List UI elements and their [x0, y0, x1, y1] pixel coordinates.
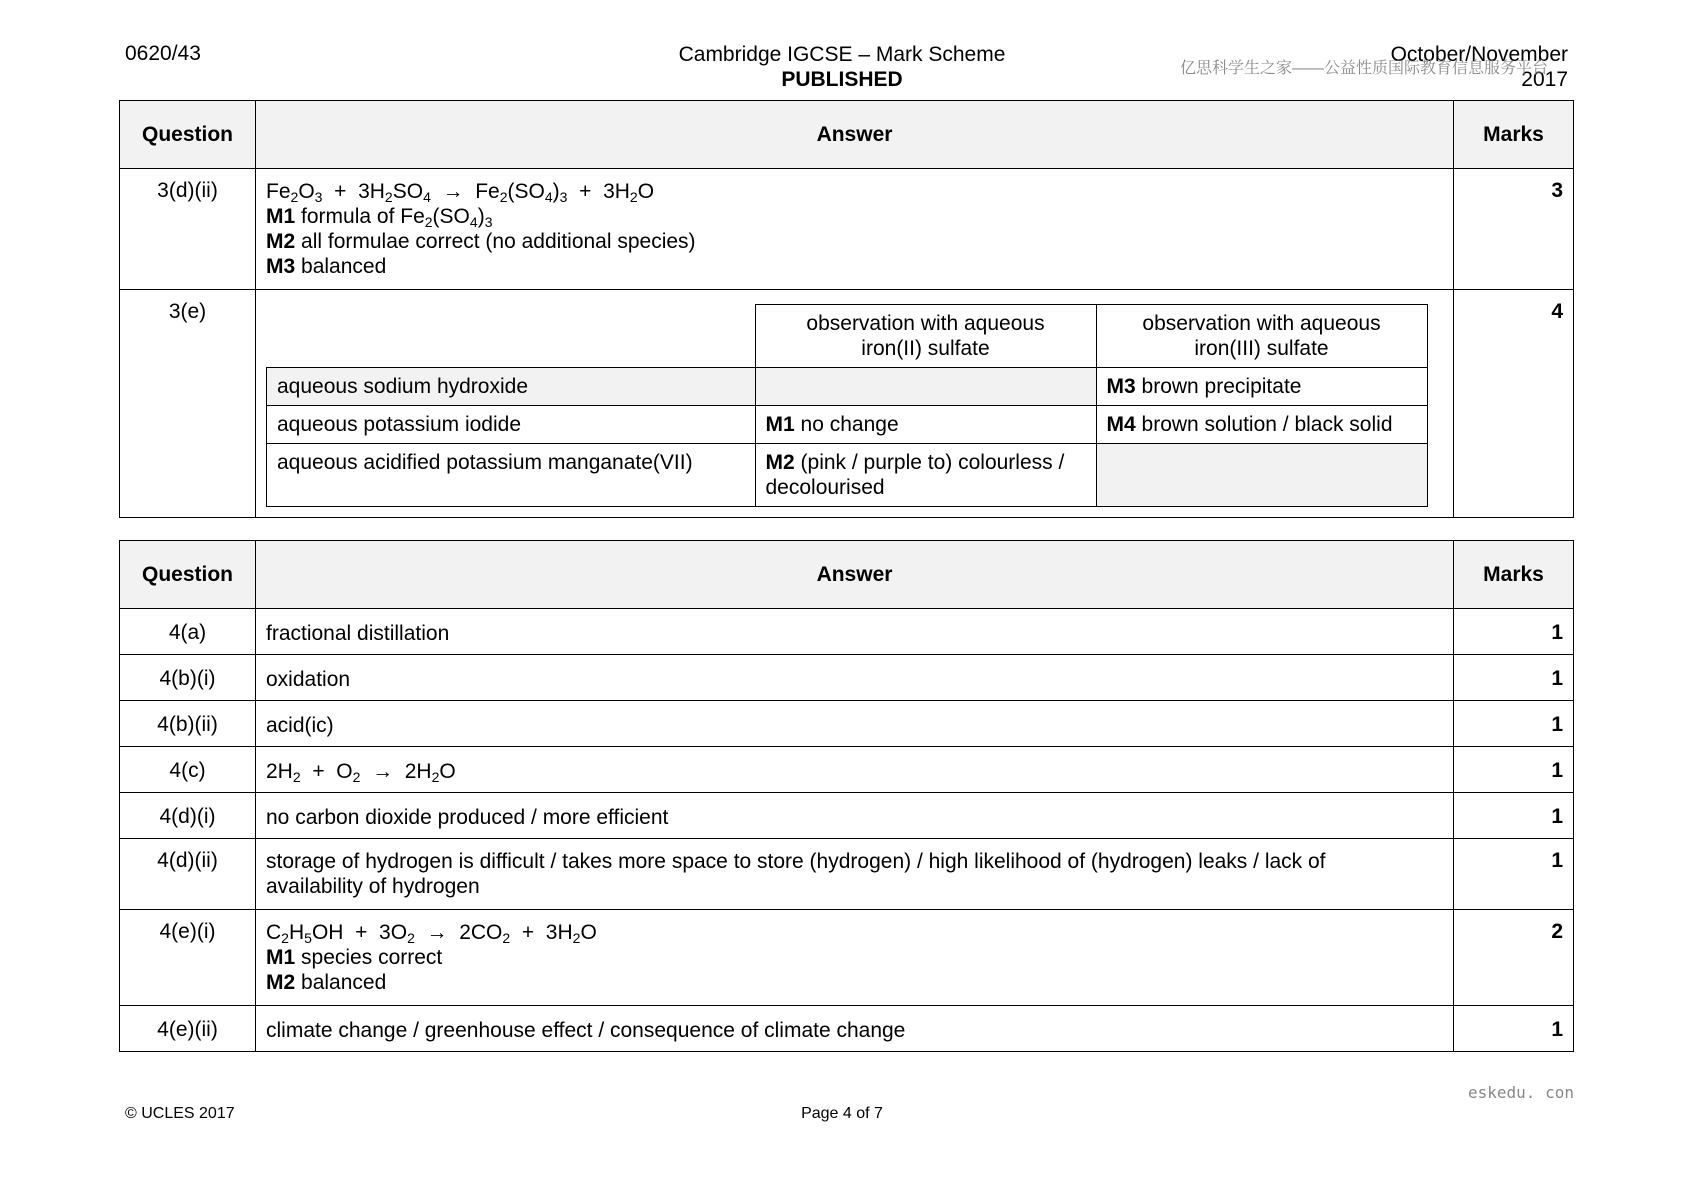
marks-cell: 1 — [1454, 747, 1574, 793]
equation: $2H_2 + O_2 \to 2H_2O$ — [266, 760, 456, 785]
question-cell: 4(e)(i) — [120, 910, 256, 1006]
observation-table — [266, 304, 1428, 507]
table-row — [120, 839, 1574, 910]
table-row — [120, 910, 1574, 1006]
year-text: 2017 — [1521, 68, 1568, 91]
title-text: Cambridge IGCSE – Mark Scheme — [678, 43, 1006, 66]
marks-header: Marks — [1454, 101, 1574, 169]
iron-ii-cell: M2 (pink / purple to) colourless / decolourised — [755, 444, 1096, 507]
answer-cell — [256, 910, 1454, 1006]
iron-ii-header: observation with aqueous iron(II) sulfate — [755, 305, 1096, 368]
iron-iii-cell: M4 brown solution / black solid — [1096, 406, 1427, 444]
answer-cell — [256, 169, 1454, 290]
marks-cell: 1 — [1454, 1006, 1574, 1052]
question-header: Question — [120, 541, 256, 609]
iron-ii-cell: M1 no change — [755, 406, 1096, 444]
question-cell: 3(d)(ii) — [120, 169, 256, 290]
equation: $Fe_2O_3 + 3H_2SO_4 \to Fe_2(SO_4)_3 + 3H_2O$ — [266, 180, 655, 205]
answer-cell: fractional distillation — [256, 609, 1454, 655]
table-row — [120, 169, 1574, 290]
question-cell: 3(e) — [120, 290, 256, 518]
marks-cell: 1 — [1454, 701, 1574, 747]
answer-cell: storage of hydrogen is difficult / takes more space to store (hydrogen) / high likelihood of (hydrogen) leaks / lack of availability of hydrogen — [256, 839, 1454, 910]
table-row — [120, 655, 1574, 701]
answer-cell: no carbon dioxide produced / more efficient — [256, 793, 1454, 839]
blank-cell — [267, 305, 756, 368]
table-row — [120, 609, 1574, 655]
marks-cell: 1 — [1454, 839, 1574, 910]
status-text: PUBLISHED — [781, 68, 903, 91]
question-cell: 4(b)(ii) — [120, 701, 256, 747]
marking-point: M2 all formulae correct (no additional species) — [266, 230, 696, 253]
marks-cell: 1 — [1454, 609, 1574, 655]
table-row — [120, 793, 1574, 839]
table-header-row — [120, 101, 1574, 169]
reagent-cell: aqueous sodium hydroxide — [267, 368, 756, 406]
mark-scheme-table-1 — [119, 100, 1574, 518]
table-row — [120, 747, 1574, 793]
marking-point: M1 species correct — [266, 946, 443, 969]
answer-header: Answer — [256, 101, 1454, 169]
observation-header-row — [267, 305, 1428, 368]
marking-point: M2 balanced — [266, 971, 387, 994]
footer-watermark: eskedu. con — [1468, 1083, 1574, 1102]
answer-cell: climate change / greenhouse effect / consequence of climate change — [256, 1006, 1454, 1052]
marks-header: Marks — [1454, 541, 1574, 609]
marks-cell: 2 — [1454, 910, 1574, 1006]
table-row — [120, 1006, 1574, 1052]
answer-header: Answer — [256, 541, 1454, 609]
observation-row — [267, 444, 1428, 507]
answer-cell: acid(ic) — [256, 701, 1454, 747]
iron-iii-cell — [1096, 444, 1427, 507]
question-cell: 4(c) — [120, 747, 256, 793]
session-text: October/November — [1390, 43, 1568, 66]
iron-iii-cell: M3 brown precipitate — [1096, 368, 1427, 406]
answer-cell — [256, 747, 1454, 793]
marks-cell: 1 — [1454, 793, 1574, 839]
iron-ii-cell — [755, 368, 1096, 406]
answer-cell — [256, 290, 1454, 518]
question-cell: 4(a) — [120, 609, 256, 655]
question-cell: 4(d)(ii) — [120, 839, 256, 910]
question-cell: 4(b)(i) — [120, 655, 256, 701]
mark-scheme-table-2 — [119, 540, 1574, 1052]
marking-point: M1 formula of $Fe_2(SO_4)_3$ — [266, 205, 493, 230]
marks-cell: 4 — [1454, 290, 1574, 518]
marks-cell: 1 — [1454, 655, 1574, 701]
answer-cell: oxidation — [256, 655, 1454, 701]
table-header-row — [120, 541, 1574, 609]
question-header: Question — [120, 101, 256, 169]
marking-point: M3 balanced — [266, 255, 387, 278]
question-cell: 4(d)(i) — [120, 793, 256, 839]
page-number: Page 4 of 7 — [801, 1105, 883, 1122]
observation-row — [267, 368, 1428, 406]
copyright: © UCLES 2017 — [125, 1105, 235, 1122]
question-cell: 4(e)(ii) — [120, 1006, 256, 1052]
iron-iii-header: observation with aqueous iron(III) sulfate — [1096, 305, 1427, 368]
marks-cell: 3 — [1454, 169, 1574, 290]
reagent-cell: aqueous potassium iodide — [267, 406, 756, 444]
equation: $C_2H_5OH + 3O_2 \to 2CO_2 + 3H_2O$ — [266, 921, 597, 946]
table-row — [120, 701, 1574, 747]
observation-row — [267, 406, 1428, 444]
paper-code: 0620/43 — [125, 42, 201, 65]
header-watermark: 亿思科学生之家——公益性质国际教育信息服务平台 — [1180, 60, 1549, 77]
reagent-cell: aqueous acidified potassium manganate(VII) — [267, 444, 756, 507]
table-row — [120, 290, 1574, 518]
